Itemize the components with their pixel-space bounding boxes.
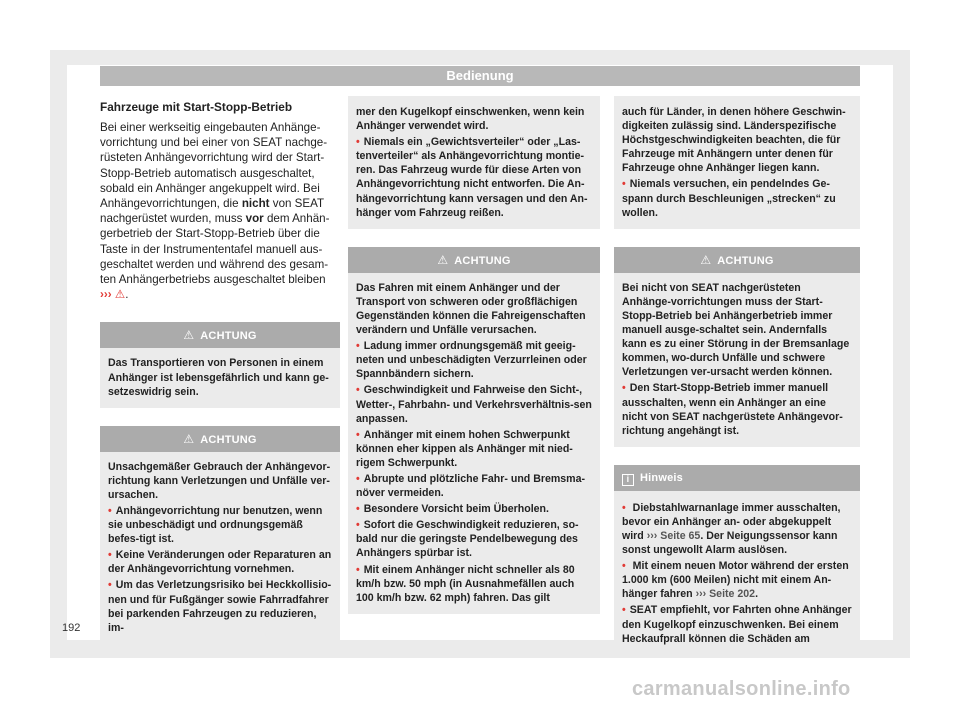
list-item: • Mit einem neuen Motor während der ersten 1.000 km (600 Meilen) nicht mit einem An-hänger fahren ››› Seite 202.	[622, 559, 852, 601]
list-item: • Den Start-Stopp-Betrieb immer manuell ausschalten, wenn ein Anhänger an eine nicht von SEAT nachgerüstete Anhängevor-richtung angehängt ist.	[622, 381, 852, 437]
info-icon: i	[622, 474, 634, 486]
emphasis-vor: vor	[245, 212, 264, 226]
warning-intro: Unsachgemäßer Gebrauch der Anhängevor-richtung kann Verletzungen und Unfälle ver-ursachen.	[108, 460, 331, 501]
list-item: • Geschwindigkeit und Fahrweise den Sicht-, Wetter-, Fahrbahn- und Verkehrsverhältnis-sen anpassen.	[356, 383, 592, 425]
list-item: • SEAT empfiehlt, vor Fahrten ohne Anhänger den Kugelkopf einzuschwenken. Bei einem Heckaufprall können die Schäden am	[622, 603, 852, 645]
column-2	[348, 96, 600, 614]
list-item: • Abrupte und plötzliche Fahr- und Bremsma-növer vermeiden.	[356, 472, 592, 500]
warning-box-misuse	[100, 426, 340, 644]
warning-box-header: ⚠ ACHTUNG	[100, 426, 340, 452]
page-link-65[interactable]: ››› Seite 65	[646, 529, 701, 542]
warning-intro: Bei nicht von SEAT nachgerüsteten Anhänge-vorrichtungen muss der Start-Stopp-Betrieb bei Anhängerbetrieb immer manuell ausge-schaltet sein. Andernfalls kann es zu einer Störung in der Bremsanlage kommen, wo-durch Unfälle und schwere Verletzungen ver-ursacht werden können.	[622, 281, 850, 379]
list-item: • Sofort die Geschwindigkeit reduzieren, so-bald nur die geringste Pendelbewegung des Anhängers spürbar ist.	[356, 518, 592, 560]
note-box-body	[614, 491, 860, 655]
emphasis-nicht: nicht	[241, 197, 270, 211]
warning-triangle-icon: ⚠	[183, 431, 195, 446]
note-box-header: i Hinweis	[614, 465, 860, 491]
page-header: Bedienung	[100, 66, 860, 86]
cross-reference-arrows[interactable]: ›››	[100, 288, 112, 302]
page-link-202[interactable]: ››› Seite 202	[695, 588, 756, 601]
page-number: 192	[62, 622, 81, 634]
warning-box-body	[100, 452, 340, 644]
list-item: • Mit einem Anhänger nicht schneller als 80 km/h bzw. 50 mph (in Ausnahmefällen auch 100 km/h bzw. 62 mph) fahren. Das gilt	[356, 563, 592, 605]
warning-intro: Das Fahren mit einem Anhänger und der Transport von schweren oder großflächigen Gegenständen können die Fahreigenschaften verändern und Unfälle verursachen.	[356, 281, 586, 337]
warning-box-driving	[348, 247, 600, 614]
warning-triangle-icon: ⚠	[700, 252, 712, 267]
list-item: • Niemals ein „Gewichtsverteiler“ oder „Las-tenverteiler“ als Anhängevorrichtung montie-ren. Das Fahrzeug wurde für diese Arten von Anhängevorrichtung nicht entworfen. Die An-hängevorrichtung kann versagen und den An-hänger vom Fahrzeug reißen.	[356, 135, 592, 220]
warning-triangle-icon: ⚠	[183, 328, 195, 343]
warning-box-header: ⚠ ACHTUNG	[348, 247, 600, 273]
warning-box-header: ⚠ ACHTUNG	[100, 322, 340, 348]
column-1	[100, 96, 340, 644]
list-item: • Keine Veränderungen oder Reparaturen an der Anhängevorrichtung vornehmen.	[108, 548, 332, 576]
warning-continuation: auch für Länder, in denen höhere Geschwin-digkeiten zulässig sind. Länderspezifische Höchstgeschwindigkeiten beachten, die für Fahrzeuge mit Anhängern unter denen für Fahrzeuge ohne Anhänger liegen kann. • Niemals versuchen, ein pendelndes Ge-spann durch Beschleunigen „strecken“ zu wollen.	[614, 96, 860, 229]
warning-box-start-stop	[614, 247, 860, 447]
warning-continuation: mer den Kugelkopf einschwenken, wenn kein Anhänger verwendet wird. • Niemals ein „Gewichtsverteiler“ oder „Las-tenverteiler“ als Anhängevorrichtung montie-ren. Das Fahrzeug wurde für diese Arten von Anhängevorrichtung nicht entworfen. Die An-hängevorrichtung kann versagen und den An-hänger vom Fahrzeug reißen.	[348, 96, 600, 229]
warning-box-body	[614, 273, 860, 447]
section-heading: Fahrzeuge mit Start-Stopp-Betrieb	[100, 100, 293, 114]
list-item: • Besondere Vorsicht beim Überholen.	[356, 502, 592, 516]
warning-box-text: Das Transportieren von Personen in einem Anhänger ist lebensgefährlich und kann ge-setzeswidrig sein.	[108, 357, 329, 398]
list-item: • Anhänger mit einem hohen Schwerpunkt können eher kippen als Anhänger mit nied-rigem Schwerpunkt.	[356, 428, 592, 470]
warning-box-header: ⚠ ACHTUNG	[614, 247, 860, 273]
warning-triangle-icon[interactable]: ⚠	[114, 288, 126, 302]
list-item: • Um das Verletzungsrisiko bei Heckkollisio-nen und für Fußgänger sowie Fahrradfahrer bei parkenden Fahrzeugen zu reduzieren, im-	[108, 578, 332, 634]
watermark: carmanualsonline.info	[632, 678, 851, 700]
note-box	[614, 465, 860, 655]
intro-paragraph: Bei einer werkseitig eingebauten Anhänge-vorrichtung und bei einer von SEAT nachge-rüsteten Anhängevorrichtung wird der Start-Stopp-Betrieb automatisch ausgeschaltet, sobald ein Anhänger angekuppelt wird. Bei Anhängevorrichtungen, die nicht von SEAT nachgerüstet wurden, muss vor dem Anhän-gerbetrieb der Start-Stopp-Betrieb über die Taste in der Instrumententafel manuell aus-geschaltet werden und während des gesam-ten Anhängerbetriebs ausgeschaltet bleiben ››› ⚠.	[100, 121, 330, 302]
column-3	[614, 96, 860, 655]
list-item: • Anhängevorrichtung nur benutzen, wenn sie unbeschädigt und ordnungsgemäß befes-tigt ist.	[108, 504, 332, 546]
list-item: • Diebstahlwarnanlage immer ausschalten, bevor ein Anhänger an- oder abgekuppelt wird ››› Seite 65. Der Neigungssensor kann sonst ungewollt Alarm auslösen.	[622, 501, 852, 557]
warning-box-persons	[100, 322, 340, 407]
list-item: • Ladung immer ordnungsgemäß mit geeig-neten und unbeschädigten Verzurrleinen oder Spannbändern sichern.	[356, 339, 592, 381]
list-item: • Niemals versuchen, ein pendelndes Ge-spann durch Beschleunigen „strecken“ zu wollen.	[622, 177, 852, 219]
warning-triangle-icon: ⚠	[437, 252, 449, 267]
warning-box-body	[348, 273, 600, 614]
